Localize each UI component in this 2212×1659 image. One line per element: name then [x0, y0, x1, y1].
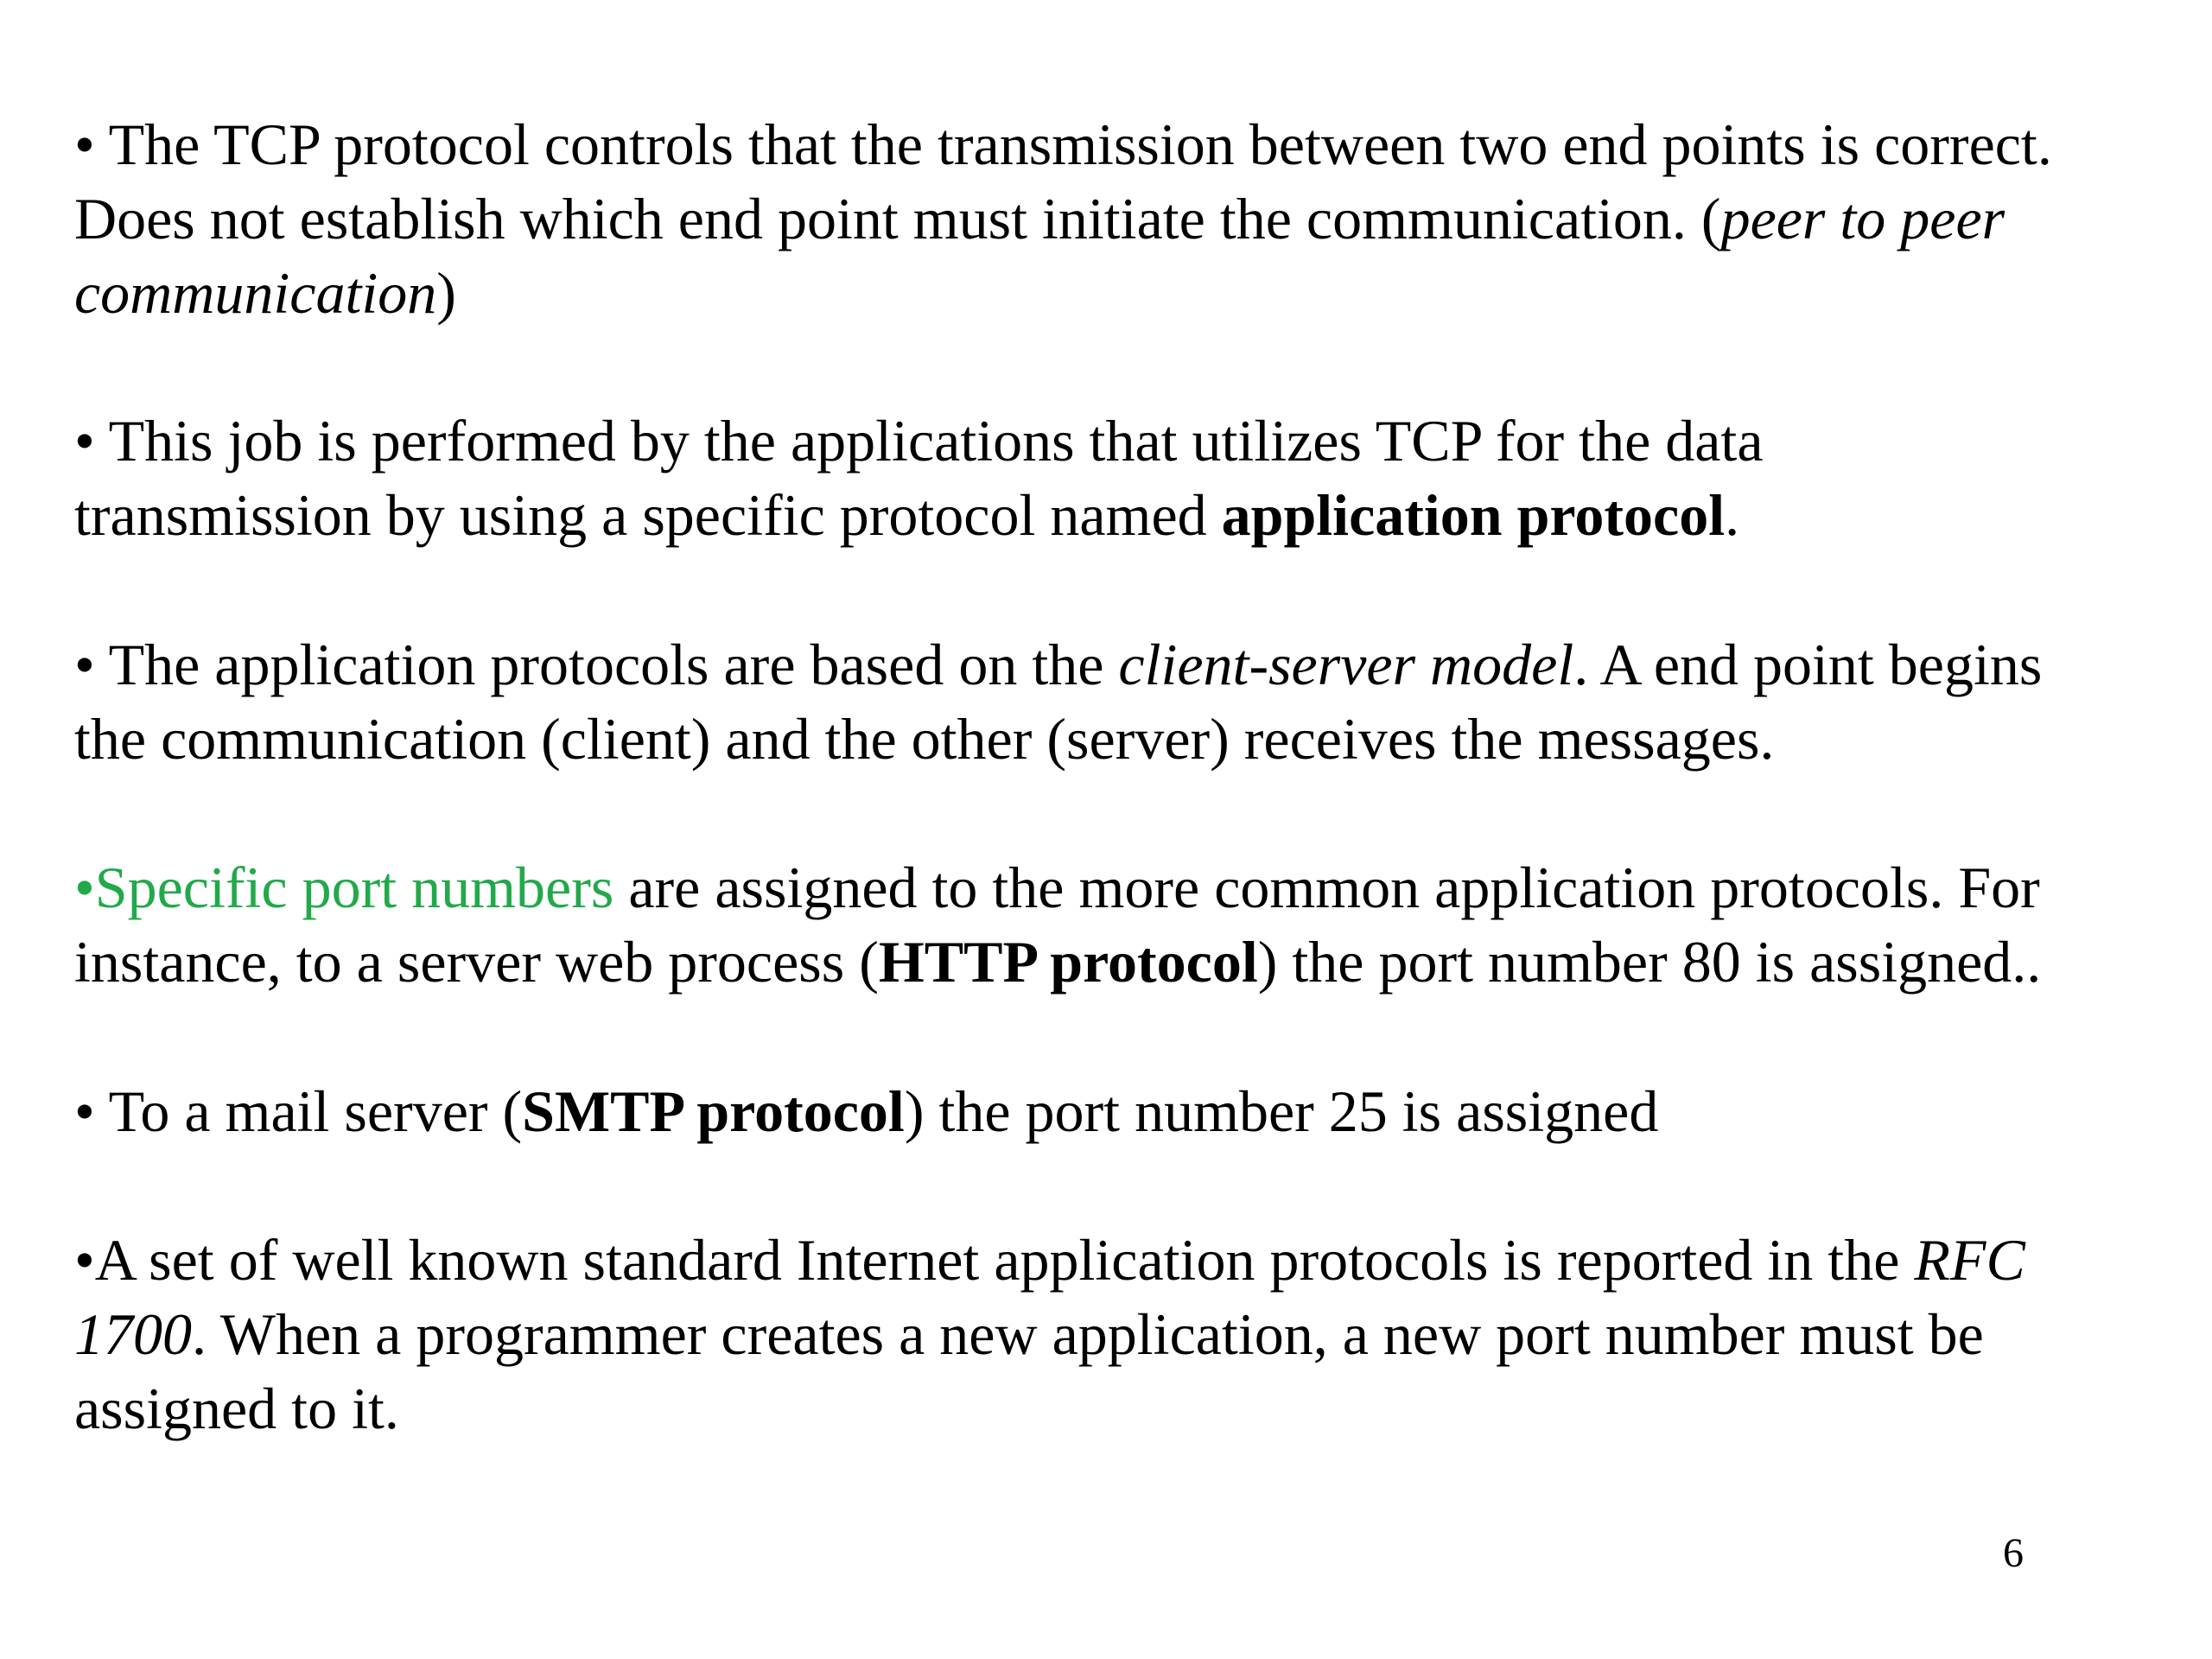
page-number: 6	[2003, 1530, 2024, 1576]
text-run: • This job is performed by the applications that utilizes TCP for the data	[74, 408, 1764, 474]
text-line	[74, 702, 2183, 776]
text-run: •A set of well known standard Internet application protocols is reported in the	[74, 1227, 1915, 1293]
text-run: instance, to a server web process (	[74, 929, 879, 995]
text-line	[74, 256, 2183, 330]
text-run: Does not establish which end point must initiate the communication. (	[74, 186, 1721, 251]
paragraph-application-protocol	[74, 404, 2183, 552]
text-run-italic: 1700	[74, 1301, 192, 1367]
text-run: . When a programmer creates a new application, a new port number must be	[192, 1301, 1984, 1367]
text-line	[74, 925, 2183, 999]
text-run: • The TCP protocol controls that the transmission between two end points is correct.	[74, 111, 2052, 177]
text-line	[74, 107, 2183, 181]
text-line	[74, 404, 2183, 478]
text-run: • The application protocols are based on the	[74, 632, 1119, 697]
text-line	[74, 478, 2183, 552]
text-run: are assigned to the more common application protocols. For	[613, 855, 2040, 920]
text-run: • To a mail server (	[74, 1078, 523, 1144]
paragraph-tcp-correctness	[74, 107, 2183, 330]
text-line	[74, 1297, 2183, 1371]
text-run-bold: HTTP protocol	[878, 929, 1258, 995]
text-run: the communication (client) and the other (server) receives the messages.	[74, 706, 1775, 772]
paragraph-client-server	[74, 627, 2183, 776]
paragraph-smtp	[74, 1074, 2183, 1148]
text-run: transmission by using a specific protocol named	[74, 482, 1222, 548]
text-run: ) the port number 25 is assigned	[904, 1078, 1659, 1144]
text-run-highlight: •Specific port numbers	[74, 855, 614, 920]
text-run-italic: peer to peer	[1720, 186, 2005, 251]
text-run-italic: client-server model	[1118, 632, 1574, 697]
text-line	[74, 1371, 2183, 1446]
text-line	[74, 181, 2183, 256]
text-run-italic: RFC	[1914, 1227, 2025, 1293]
text-run: .	[1725, 482, 1740, 548]
text-line	[74, 1223, 2183, 1297]
text-run: assigned to it.	[74, 1376, 399, 1441]
text-run: ) the port number 80 is assigned..	[1257, 929, 2042, 995]
text-run: )	[436, 260, 456, 326]
text-run: . A end point begins	[1573, 632, 2043, 697]
text-run-bold: application protocol	[1221, 482, 1726, 548]
paragraph-rfc-1700	[74, 1223, 2183, 1446]
text-run-italic: communication	[74, 260, 437, 326]
paragraph-port-numbers	[74, 850, 2183, 999]
text-run-bold: SMTP protocol	[522, 1078, 905, 1144]
text-line	[74, 850, 2183, 925]
text-line	[74, 1074, 2183, 1148]
text-line	[74, 627, 2183, 702]
